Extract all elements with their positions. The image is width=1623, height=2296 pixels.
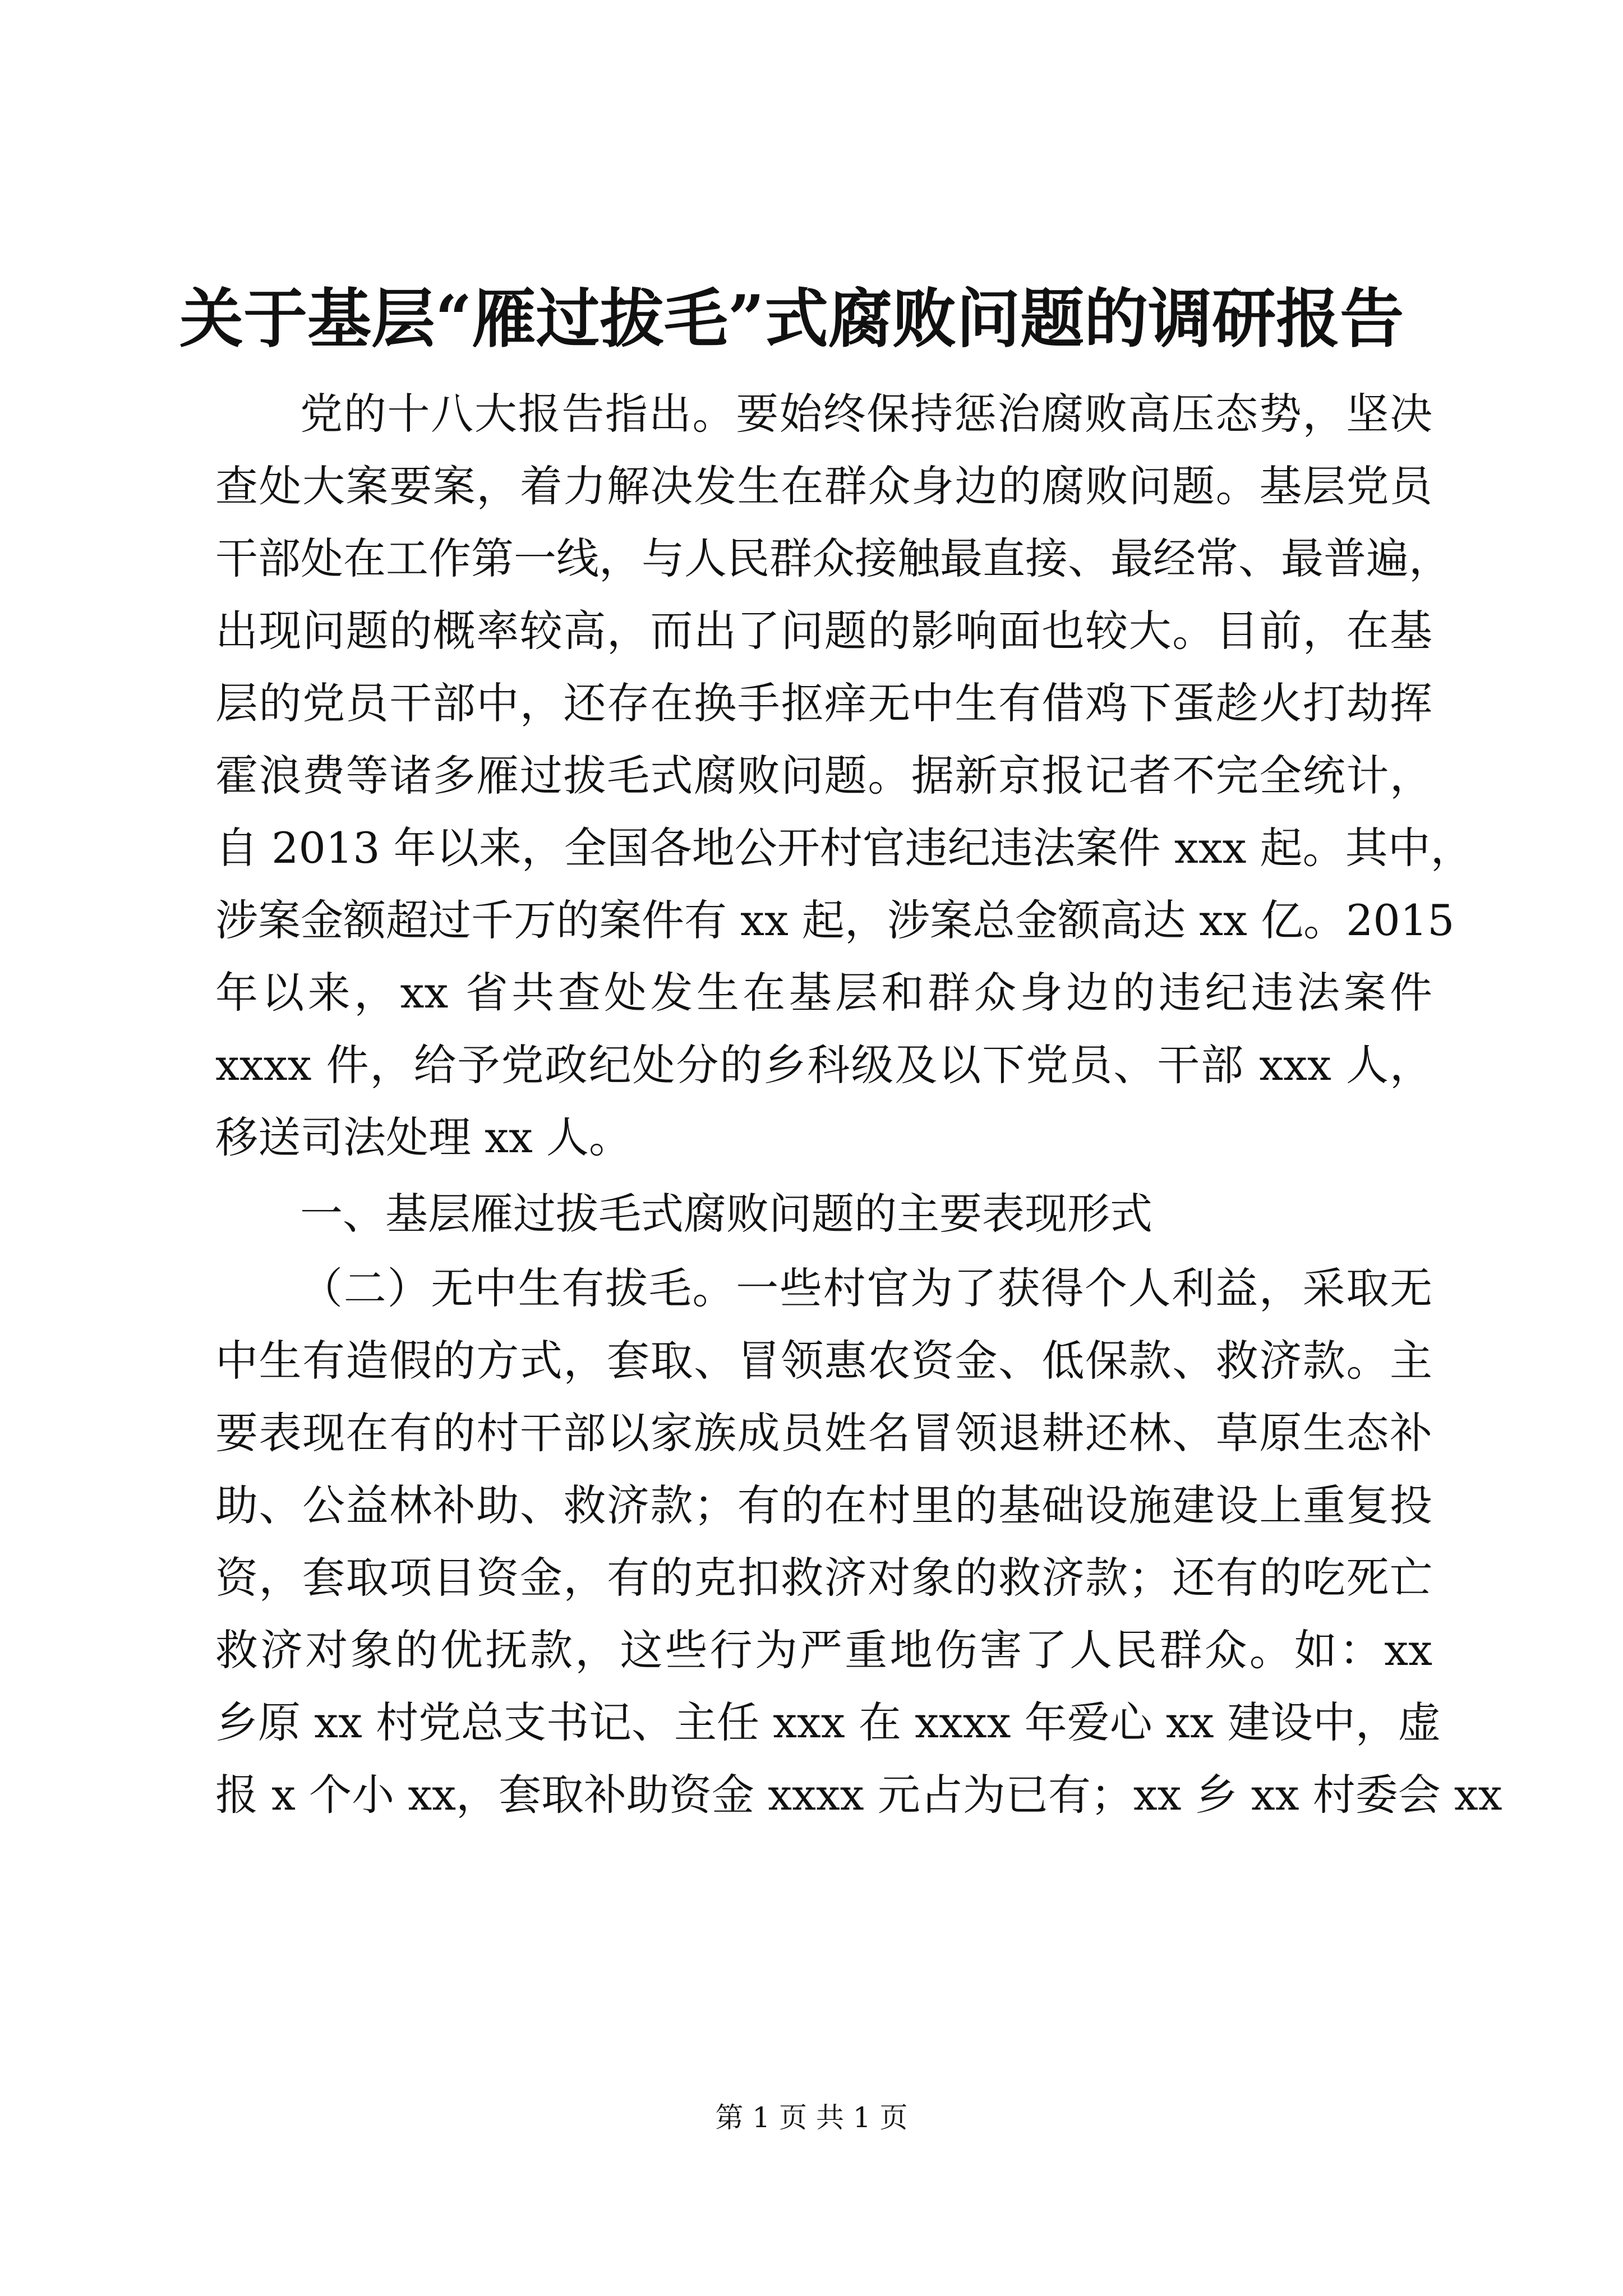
paragraph-2-line-5: 资，套取项目资金，有的克扣救济对象的救济款；还有的吃死亡 xyxy=(215,1553,1432,1603)
paragraph-1-line-6: 霍浪费等诸多雁过拔毛式腐败问题。据新京报记者不完全统计， xyxy=(215,751,1432,800)
page-number-footer: 第 1 页 共 1 页 xyxy=(715,2101,908,2134)
paragraph-1-line-8: 涉案金额超过千万的案件有 xx 起，涉案总金额高达 xx 亿。2015 xyxy=(215,895,1455,945)
paragraph-1-line-9: 年以来，xx 省共查处发生在基层和群众身边的违纪违法案件 xyxy=(215,968,1432,1018)
document-title: 关于基层“雁过拔毛”式腐败问题的调研报告 xyxy=(179,281,1404,356)
paragraph-2-line-4: 助、公益林补助、救济款；有的在村里的基础设施建设上重复投 xyxy=(215,1480,1432,1530)
paragraph-1-line-3: 干部处在工作第一线，与人民群众接触最直接、最经常、最普遍， xyxy=(215,533,1451,583)
paragraph-2-line-2: 中生有造假的方式，套取、冒领惠农资金、低保款、救济款。主 xyxy=(215,1336,1432,1386)
paragraph-2-line-6: 救济对象的优抚款，这些行为严重地伤害了人民群众。如：xx xyxy=(215,1625,1432,1675)
paragraph-2-line-3: 要表现在有的村干部以家族成员姓名冒领退耕还林、草原生态补 xyxy=(215,1408,1432,1458)
paragraph-1-line-11: 移送司法处理 xx 人。 xyxy=(215,1112,632,1162)
paragraph-1-line-2: 查处大案要案，着力解决发生在群众身边的腐败问题。基层党员 xyxy=(215,461,1432,511)
paragraph-1-line-7: 自 2013 年以来，全国各地公开村官违纪违法案件 xxx 起。其中， xyxy=(215,823,1473,873)
paragraph-1-line-4: 出现问题的概率较高，而出了问题的影响面也较大。目前，在基 xyxy=(215,606,1432,656)
paragraph-2-line-8: 报 x 个小 xx，套取补助资金 xxxx 元占为已有；xx 乡 xx 村委会 xx xyxy=(215,1770,1502,1820)
paragraph-2-line-1: （二）无中生有拔毛。一些村官为了获得个人利益，采取无 xyxy=(300,1263,1432,1313)
paragraph-1-line-1: 党的十八大报告指出。要始终保持惩治腐败高压态势，坚决 xyxy=(300,389,1432,439)
paragraph-1-line-10: xxxx 件，给予党政纪处分的乡科级及以下党员、干部 xxx 人， xyxy=(215,1040,1432,1090)
paragraph-1-line-5: 层的党员干部中，还存在换手抠痒无中生有借鸡下蛋趁火打劫挥 xyxy=(215,678,1432,728)
paragraph-2-line-7: 乡原 xx 村党总支书记、主任 xxx 在 xxxx 年爱心 xx 建设中，虚 xyxy=(215,1697,1441,1747)
section-1-heading: 一、基层雁过拔毛式腐败问题的主要表现形式 xyxy=(300,1189,1152,1239)
